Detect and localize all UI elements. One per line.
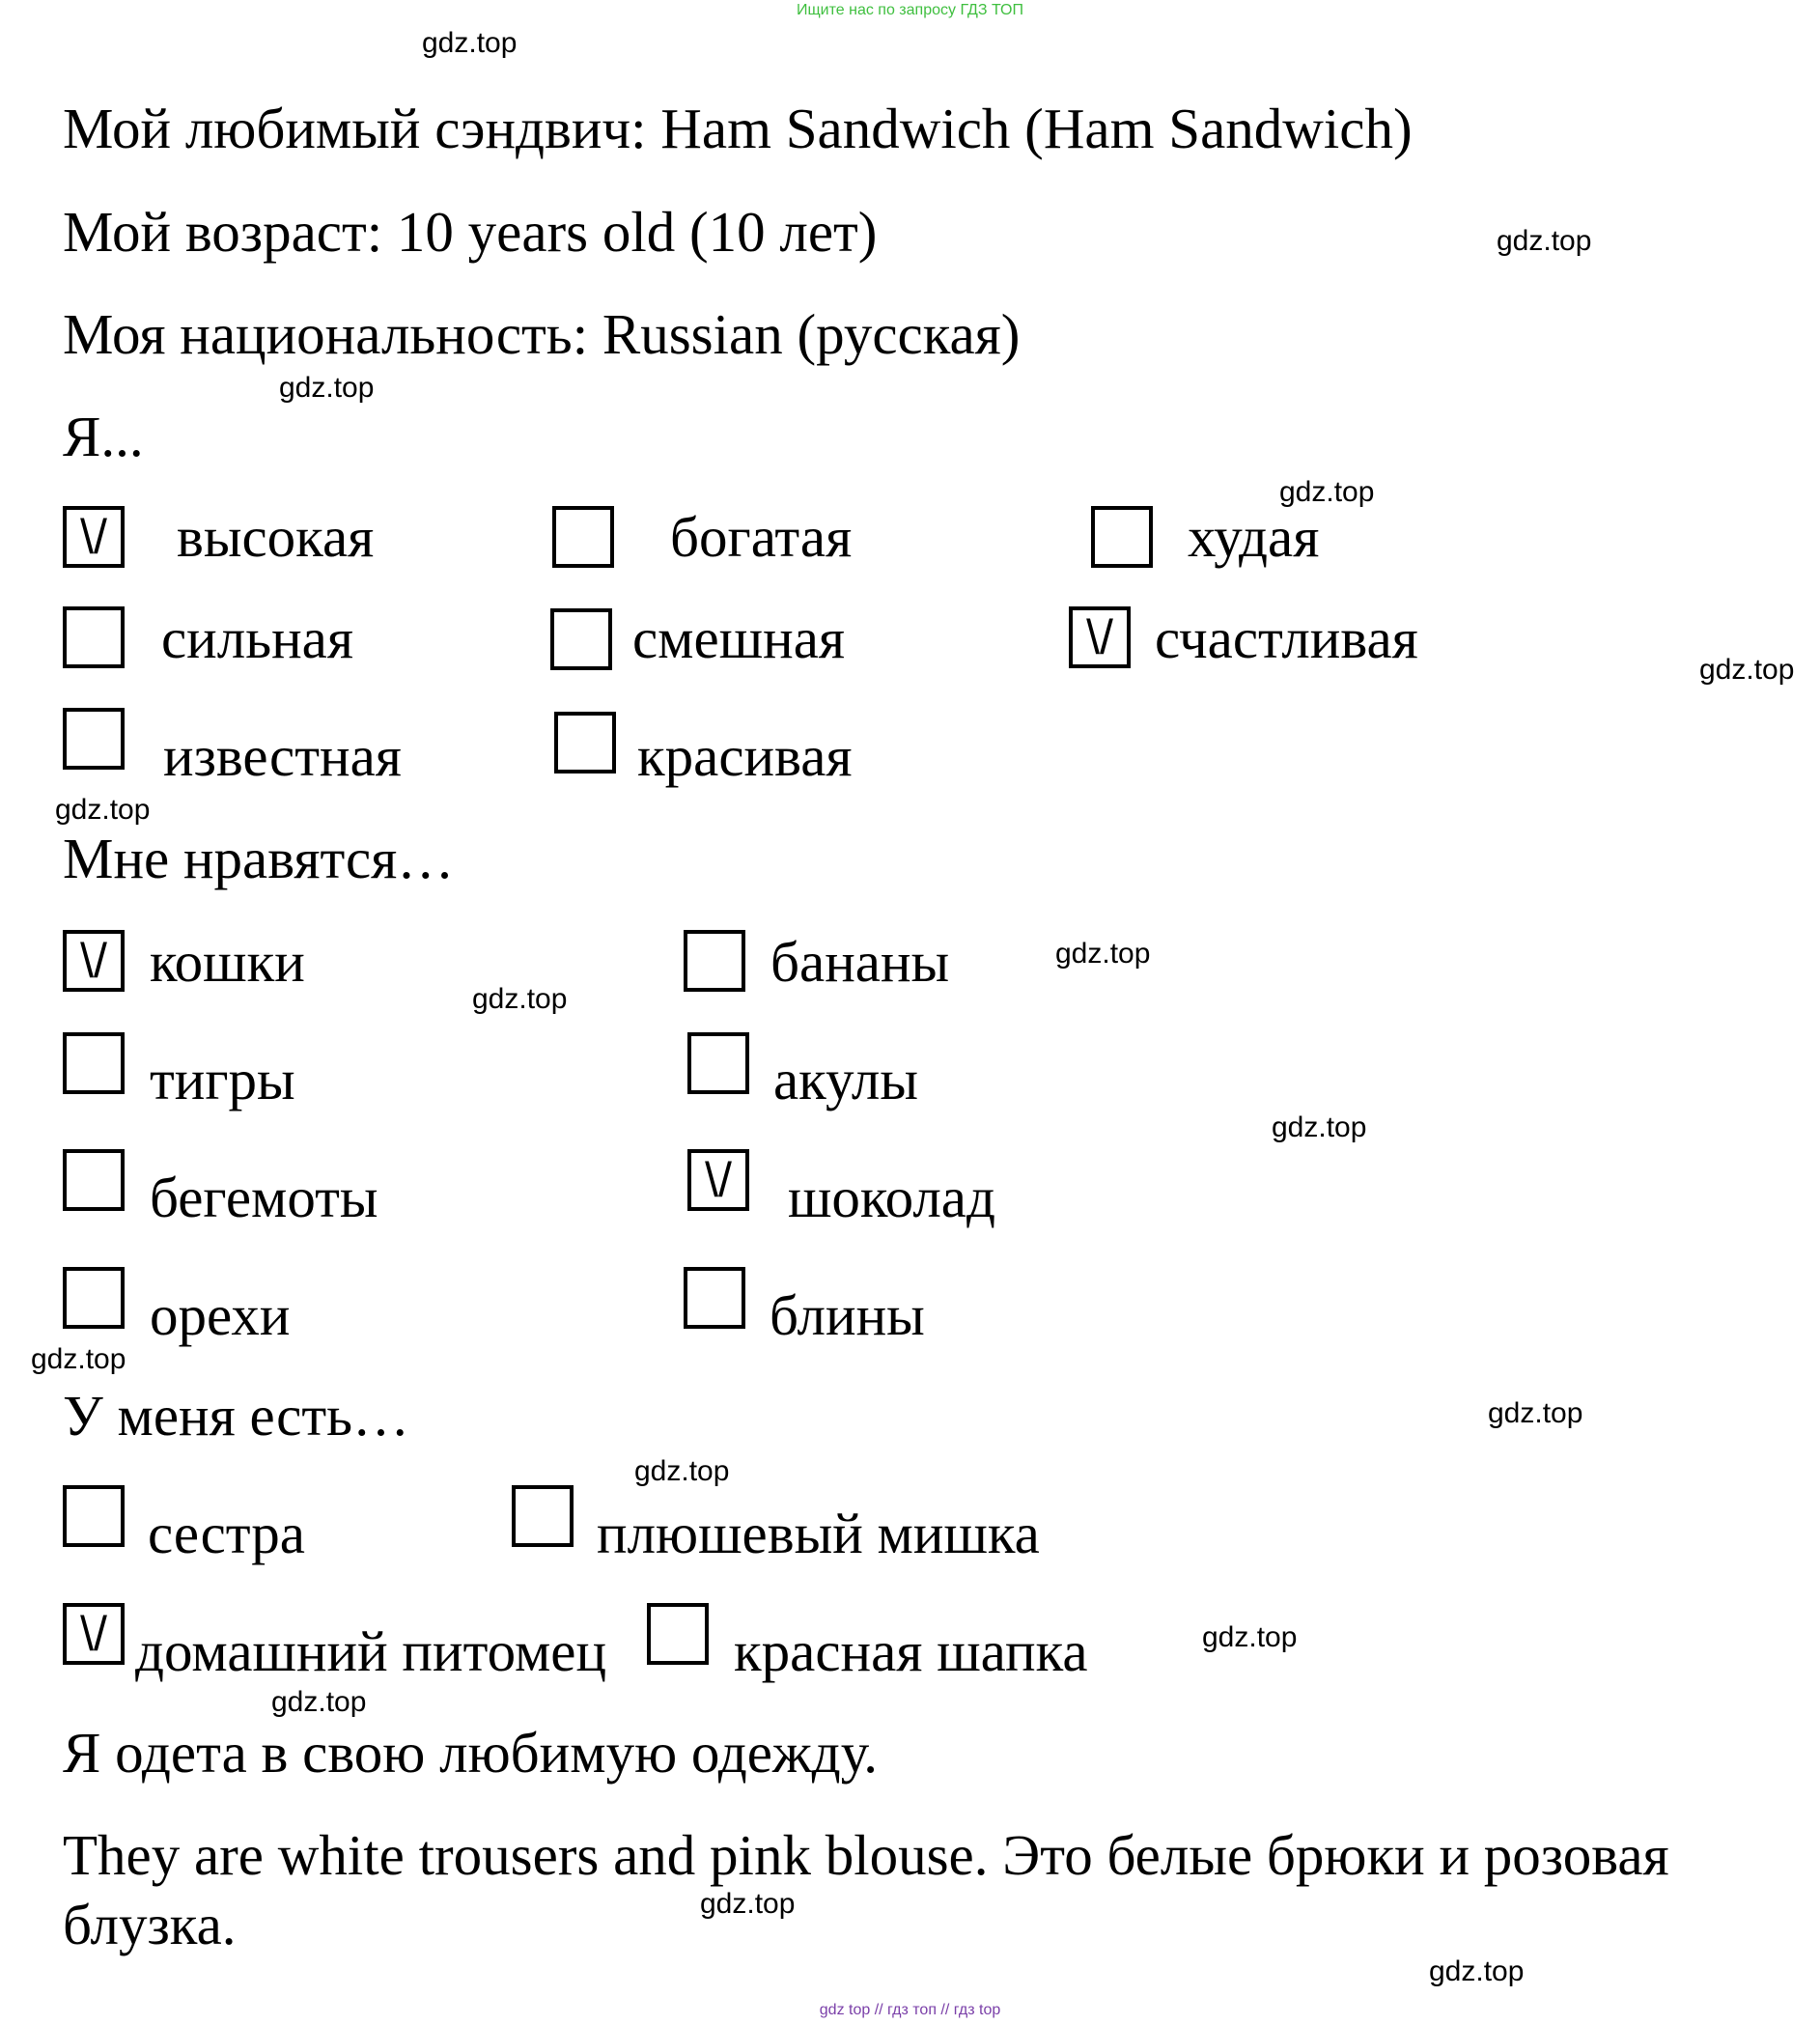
checkbox-teddy-bear[interactable] xyxy=(512,1485,574,1547)
label-funny: смешная xyxy=(632,606,846,670)
checkbox-cats[interactable] xyxy=(63,930,125,992)
favorite-sandwich-line: Мой любимый сэндвич: Ham Sandwich (Ham Sandwich) xyxy=(63,97,1413,160)
checkbox-bananas[interactable] xyxy=(684,930,745,992)
i-am-heading: Я... xyxy=(63,405,144,468)
watermark: gdz.top xyxy=(634,1455,730,1487)
label-sharks: акулы xyxy=(773,1048,919,1111)
check-mark-icon: \/ xyxy=(705,1153,732,1207)
label-pancakes: блины xyxy=(770,1283,925,1347)
clothes-line: Я одета в свою любимую одежду. xyxy=(63,1721,879,1785)
check-mark-icon: \/ xyxy=(1086,610,1113,664)
check-mark-icon: \/ xyxy=(80,1607,107,1661)
watermark: gdz.top xyxy=(1488,1397,1583,1429)
label-hippos: бегемоты xyxy=(150,1166,378,1229)
watermark: gdz.top xyxy=(1202,1621,1298,1653)
checkbox-tigers[interactable] xyxy=(63,1032,125,1094)
watermark: gdz.top xyxy=(1429,1955,1525,1987)
checkbox-pet[interactable] xyxy=(63,1603,125,1665)
label-red-hat: красная шапка xyxy=(734,1619,1088,1683)
label-sister: сестра xyxy=(148,1502,305,1565)
watermark: gdz.top xyxy=(1279,476,1375,508)
watermark: gdz.top xyxy=(279,372,375,404)
watermark: gdz.top xyxy=(31,1343,126,1375)
checkbox-red-hat[interactable] xyxy=(647,1603,709,1665)
checkbox-strong[interactable] xyxy=(63,606,125,668)
watermark: gdz.top xyxy=(472,983,568,1015)
watermark: gdz.top xyxy=(700,1888,796,1920)
checkbox-chocolate[interactable] xyxy=(687,1149,749,1211)
label-tigers: тигры xyxy=(150,1048,295,1111)
label-rich: богатая xyxy=(670,505,853,569)
i-like-heading: Мне нравятся… xyxy=(63,827,455,890)
label-thin: худая xyxy=(1188,505,1320,569)
footer-links: gdz top // гдз топ // гдз top xyxy=(819,2002,1001,2018)
label-happy: счастливая xyxy=(1155,606,1418,670)
label-strong: сильная xyxy=(161,606,354,670)
checkbox-funny[interactable] xyxy=(550,608,612,670)
label-famous: известная xyxy=(163,724,402,788)
label-cats: кошки xyxy=(150,930,305,994)
watermark: gdz.top xyxy=(1699,654,1795,686)
watermark: gdz.top xyxy=(422,27,518,59)
check-mark-icon: \/ xyxy=(80,510,107,564)
checkbox-beautiful[interactable] xyxy=(554,712,616,773)
checkbox-thin[interactable] xyxy=(1091,506,1153,568)
search-banner: Ищите нас по запросу ГДЗ ТОП xyxy=(797,2,1023,18)
checkbox-happy[interactable] xyxy=(1069,606,1131,668)
label-chocolate: шоколад xyxy=(788,1166,995,1229)
label-beautiful: красивая xyxy=(637,724,853,788)
checkbox-nuts[interactable] xyxy=(63,1267,125,1329)
watermark: gdz.top xyxy=(55,794,151,826)
checkbox-pancakes[interactable] xyxy=(684,1267,745,1329)
label-pet: домашний питомец xyxy=(135,1619,607,1683)
checkbox-sister[interactable] xyxy=(63,1485,125,1547)
label-bananas: бананы xyxy=(770,930,950,994)
label-tall: высокая xyxy=(177,505,375,569)
watermark: gdz.top xyxy=(1272,1111,1367,1143)
label-nuts: орехи xyxy=(150,1283,291,1347)
check-mark-icon: \/ xyxy=(80,934,107,988)
label-teddy-bear: плюшевый мишка xyxy=(597,1502,1040,1565)
age-line: Мой возраст: 10 years old (10 лет) xyxy=(63,200,878,264)
i-have-heading: У меня есть… xyxy=(63,1384,410,1448)
checkbox-famous[interactable] xyxy=(63,708,125,770)
watermark: gdz.top xyxy=(1497,225,1592,257)
checkbox-rich[interactable] xyxy=(552,506,614,568)
clothes-description: They are white trousers and pink blouse. Это белые брюки и розовая блузка. xyxy=(63,1823,1669,1956)
watermark: gdz.top xyxy=(271,1686,367,1718)
watermark: gdz.top xyxy=(1055,938,1151,970)
nationality-line: Моя национальность: Russian (русская) xyxy=(63,302,1021,366)
checkbox-hippos[interactable] xyxy=(63,1149,125,1211)
checkbox-tall[interactable] xyxy=(63,506,125,568)
checkbox-sharks[interactable] xyxy=(687,1032,749,1094)
